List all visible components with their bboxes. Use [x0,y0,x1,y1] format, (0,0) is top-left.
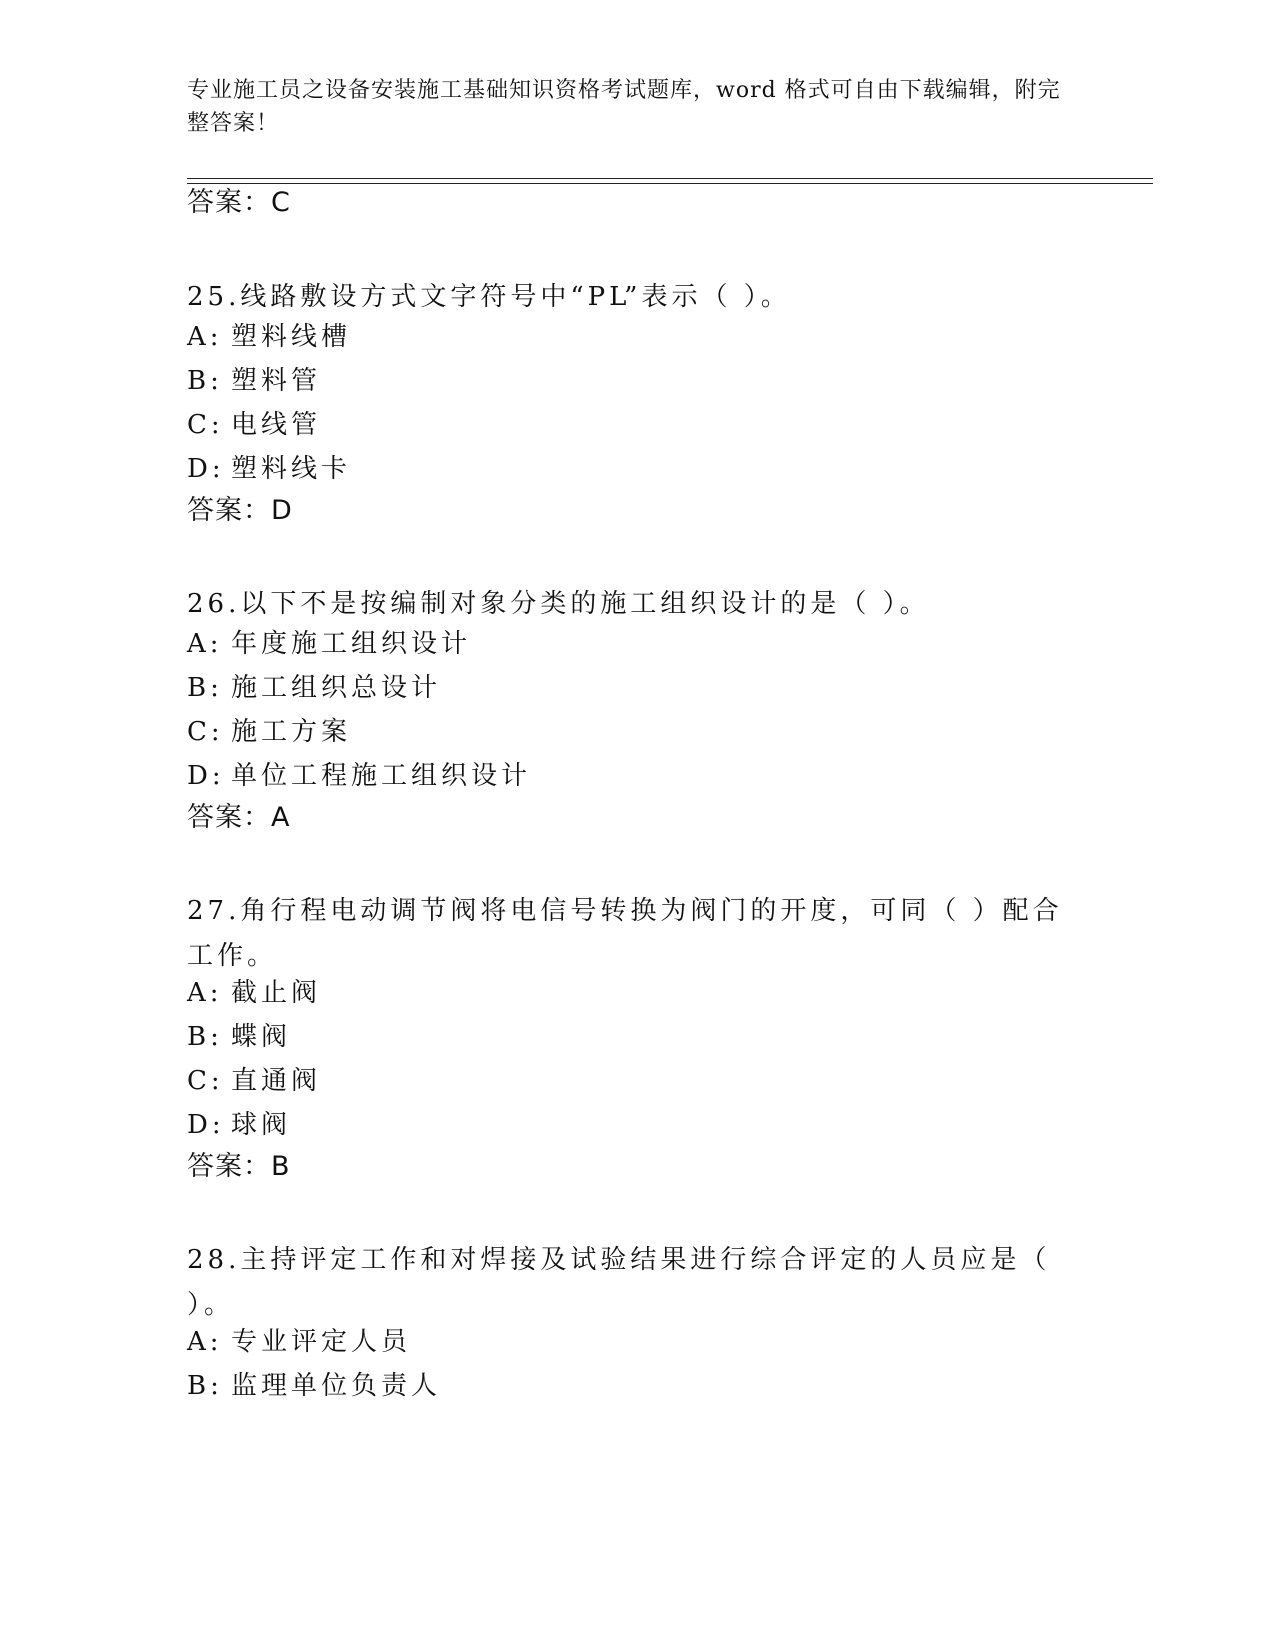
question-26-option-b [187,671,441,705]
question-25-option-a [187,320,351,354]
option-key: B: [187,1371,223,1401]
question-26-option-c [187,715,351,749]
question-25-text: 25.线路敷设方式文字符号中“PL”表示（ ）。 [187,282,791,312]
question-25-option-d [187,452,351,486]
option-key: C: [187,410,224,440]
option-key: D: [187,454,225,484]
answer-q26: 答案：A [187,802,291,833]
question-28-option-b [187,1369,441,1403]
option-text: 专业评定人员 [231,1327,412,1357]
option-key: A: [187,978,223,1008]
option-text: 监理单位负责人 [231,1371,442,1401]
option-key: A: [187,1327,223,1357]
question-26-text: 26.以下不是按编制对象分类的施工组织设计的是（ ）。 [187,589,930,619]
question-27-option-b [187,1020,291,1054]
answer-q27: 答案：B [187,1151,291,1182]
option-text: 电线管 [231,410,322,440]
option-text: 球阀 [231,1110,292,1140]
option-key: B: [187,1022,223,1052]
header-divider-bottom [187,183,1153,184]
question-28-text: 28.主持评定工作和对焊接及试验结果进行综合评定的人员应是（ ）。 [187,1245,1051,1320]
option-key: B: [187,673,223,703]
option-text: 施工组织总设计 [231,673,442,703]
question-25-option-b [187,364,321,398]
header-divider-top [187,178,1153,179]
option-key: C: [187,1066,224,1096]
question-27-text: 27.角行程电动调节阀将电信号转换为阀门的开度，可同（ ）配合工作。 [187,896,1063,971]
option-text: 塑料线槽 [231,322,352,352]
option-text: 蝶阀 [231,1022,292,1052]
question-27-option-d [187,1108,291,1142]
option-text: 年度施工组织设计 [231,629,472,659]
option-text: 施工方案 [231,717,352,747]
option-key: A: [187,629,223,659]
option-key: C: [187,717,224,747]
option-text: 直通阀 [231,1066,322,1096]
option-text: 单位工程施工组织设计 [231,761,532,791]
option-key: D: [187,761,225,791]
answer-q24: 答案：C [187,187,291,218]
question-27-option-c [187,1064,321,1098]
question-26-option-d [187,759,531,793]
option-key: B: [187,366,223,396]
question-25-option-c [187,408,321,442]
option-text: 塑料线卡 [231,454,352,484]
option-key: A: [187,322,223,352]
option-text: 塑料管 [231,366,322,396]
option-key: D: [187,1110,225,1140]
answer-q25: 答案：D [187,495,293,526]
question-26-option-a [187,627,471,661]
question-27-option-a [187,976,321,1010]
option-text: 截止阀 [231,978,322,1008]
header-note: 专业施工员之设备安装施工基础知识资格考试题库，word 格式可自由下载编辑，附完整答案！ [187,78,1061,136]
question-28-option-a [187,1325,411,1359]
